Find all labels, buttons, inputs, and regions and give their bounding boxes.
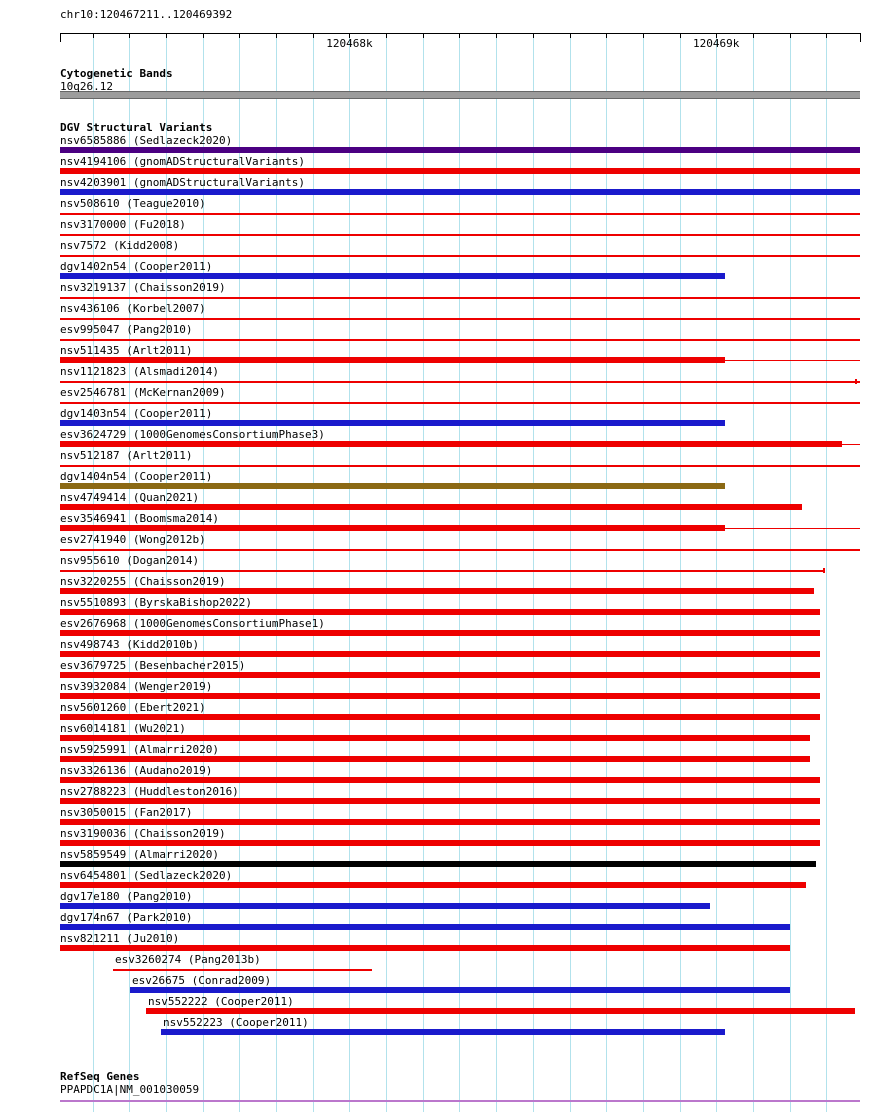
refseq-gene-glyph[interactable] — [60, 1100, 860, 1102]
variant-label: esv3546941 (Boomsma2014) — [60, 512, 219, 525]
variant-label: nsv508610 (Teague2010) — [60, 197, 206, 210]
variant-label: nsv955610 (Dogan2014) — [60, 554, 200, 567]
variant-label: nsv1121823 (Alsmadi2014) — [60, 365, 219, 378]
variant-label: nsv6014181 (Wu2021) — [60, 722, 186, 735]
variant-bar[interactable] — [60, 549, 860, 551]
variant-label: nsv6585886 (Sedlazeck2020) — [60, 134, 233, 147]
cytogenetic-bands-title: Cytogenetic Bands — [60, 67, 173, 80]
variant-extension-line — [725, 360, 860, 361]
variant-label: esv3679725 (Besenbacher2015) — [60, 659, 246, 672]
variant-bar[interactable] — [60, 525, 725, 531]
variant-bar[interactable] — [60, 882, 806, 888]
variant-label: nsv5510893 (ByrskaBishop2022) — [60, 596, 253, 609]
variant-extension-line — [725, 528, 860, 529]
variant-bar[interactable] — [60, 672, 820, 678]
variant-label: nsv3932084 (Wenger2019) — [60, 680, 213, 693]
refseq-gene-label: PPAPDC1A|NM_001030059 — [60, 1083, 200, 1096]
variant-bar[interactable] — [60, 504, 802, 510]
variant-label: nsv4194106 (gnomADStructuralVariants) — [60, 155, 306, 168]
variant-bar[interactable] — [60, 420, 725, 426]
variant-bar[interactable] — [60, 693, 820, 699]
variant-bar[interactable] — [60, 441, 842, 447]
variant-label: esv26675 (Conrad2009) — [132, 974, 272, 987]
ruler-tick — [166, 33, 167, 38]
cytogenetic-band-glyph[interactable] — [60, 91, 860, 99]
variant-label: nsv511435 (Arlt2011) — [60, 344, 193, 357]
variant-bar[interactable] — [60, 777, 820, 783]
variant-label: nsv7572 (Kidd2008) — [60, 239, 180, 252]
variant-label: esv995047 (Pang2010) — [60, 323, 193, 336]
ruler-tick — [860, 33, 861, 42]
variant-bar[interactable] — [60, 651, 820, 657]
variant-label: nsv3220255 (Chaisson2019) — [60, 575, 226, 588]
ruler-tick — [239, 33, 240, 38]
ruler-tick — [459, 33, 460, 38]
variant-label: nsv436106 (Korbel2007) — [60, 302, 206, 315]
variant-bar[interactable] — [60, 465, 860, 467]
variant-bar[interactable] — [60, 168, 860, 174]
variant-label: nsv6454801 (Sedlazeck2020) — [60, 869, 233, 882]
ruler-tick — [60, 33, 61, 42]
variant-bar[interactable] — [60, 798, 820, 804]
variant-label: nsv512187 (Arlt2011) — [60, 449, 193, 462]
region-position-text: chr10:120467211..120469392 — [60, 8, 233, 21]
variant-extension-line — [842, 444, 860, 445]
ruler-tick — [606, 33, 607, 38]
variant-bar[interactable] — [60, 819, 820, 825]
variant-label: nsv4203901 (gnomADStructuralVariants) — [60, 176, 306, 189]
ruler-tick — [129, 33, 130, 38]
variant-bar[interactable] — [60, 861, 816, 867]
cytogenetic-band-label: 10q26.12 — [60, 80, 113, 93]
variant-label: esv2676968 (1000GenomesConsortiumPhase1) — [60, 617, 325, 630]
variant-bar[interactable] — [60, 840, 820, 846]
ruler-tick — [533, 33, 534, 38]
variant-bar[interactable] — [60, 735, 810, 741]
variant-bar[interactable] — [60, 588, 814, 594]
ruler-tick — [680, 33, 681, 38]
variant-label: nsv552223 (Cooper2011) — [163, 1016, 309, 1029]
ruler-tick — [790, 33, 791, 38]
variant-bar[interactable] — [60, 255, 860, 257]
variant-bar[interactable] — [60, 630, 820, 636]
ruler-major-label: 120469k — [693, 37, 740, 50]
ruler-tick — [93, 33, 94, 38]
ruler-tick — [753, 33, 754, 38]
variant-label: nsv821211 (Ju2010) — [60, 932, 180, 945]
variant-bar[interactable] — [60, 147, 860, 153]
ruler-baseline — [60, 33, 861, 34]
variant-label: nsv2788223 (Huddleston2016) — [60, 785, 239, 798]
variant-label: nsv5925991 (Almarri2020) — [60, 743, 219, 756]
variant-label: dgv1403n54 (Cooper2011) — [60, 407, 213, 420]
variant-bar[interactable] — [60, 234, 860, 236]
variant-label: nsv3219137 (Chaisson2019) — [60, 281, 226, 294]
ruler-major-label: 120468k — [326, 37, 373, 50]
ruler-tick — [313, 33, 314, 38]
ruler-tick — [496, 33, 497, 38]
variant-label: nsv3050015 (Fan2017) — [60, 806, 193, 819]
variant-end-tick — [823, 568, 825, 573]
variant-bar[interactable] — [60, 609, 820, 615]
refseq-genes-title: RefSeq Genes — [60, 1070, 140, 1083]
variant-label: nsv5859549 (Almarri2020) — [60, 848, 219, 861]
variant-bar[interactable] — [60, 924, 790, 930]
variant-label: esv2741940 (Wong2012b) — [60, 533, 206, 546]
variant-label: nsv3326136 (Audano2019) — [60, 764, 213, 777]
variant-label: esv3624729 (1000GenomesConsortiumPhase3) — [60, 428, 325, 441]
ruler-tick — [276, 33, 277, 38]
ruler-tick — [643, 33, 644, 38]
variant-label: dgv17e180 (Pang2010) — [60, 890, 193, 903]
variant-bar[interactable] — [60, 402, 860, 404]
variant-label: nsv3190036 (Chaisson2019) — [60, 827, 226, 840]
variant-bar[interactable] — [60, 570, 824, 572]
ruler-tick — [826, 33, 827, 38]
variant-label: nsv552222 (Cooper2011) — [148, 995, 294, 1008]
variant-label: nsv4749414 (Quan2021) — [60, 491, 200, 504]
variant-bar[interactable] — [60, 903, 710, 909]
variant-label: dgv1404n54 (Cooper2011) — [60, 470, 213, 483]
variant-label: nsv5601260 (Ebert2021) — [60, 701, 206, 714]
variant-bar[interactable] — [60, 297, 860, 299]
variant-end-tick — [855, 379, 857, 384]
variant-label: dgv1402n54 (Cooper2011) — [60, 260, 213, 273]
variant-bar[interactable] — [113, 969, 372, 971]
variant-bar[interactable] — [60, 756, 810, 762]
variant-bar[interactable] — [146, 1008, 855, 1014]
variant-bar[interactable] — [60, 339, 860, 341]
variant-bar[interactable] — [60, 273, 725, 279]
variant-bar[interactable] — [60, 189, 860, 195]
ruler-tick — [386, 33, 387, 38]
ruler-tick — [423, 33, 424, 38]
ruler-tick — [203, 33, 204, 38]
variant-bar[interactable] — [130, 987, 790, 993]
dgv-structural-variants-title: DGV Structural Variants — [60, 121, 213, 134]
variant-label: dgv174n67 (Park2010) — [60, 911, 193, 924]
variant-bar[interactable] — [60, 357, 725, 363]
ruler-tick — [570, 33, 571, 38]
variant-bar[interactable] — [60, 945, 790, 951]
variant-bar[interactable] — [60, 318, 860, 320]
variant-label: nsv3170000 (Fu2018) — [60, 218, 186, 231]
variant-bar[interactable] — [60, 483, 725, 489]
variant-label: esv2546781 (McKernan2009) — [60, 386, 226, 399]
variant-bar[interactable] — [60, 381, 860, 383]
variant-label: nsv498743 (Kidd2010b) — [60, 638, 200, 651]
variant-bar[interactable] — [60, 213, 860, 215]
variant-label: esv3260274 (Pang2013b) — [115, 953, 261, 966]
variant-bar[interactable] — [60, 714, 820, 720]
variant-bar[interactable] — [161, 1029, 725, 1035]
